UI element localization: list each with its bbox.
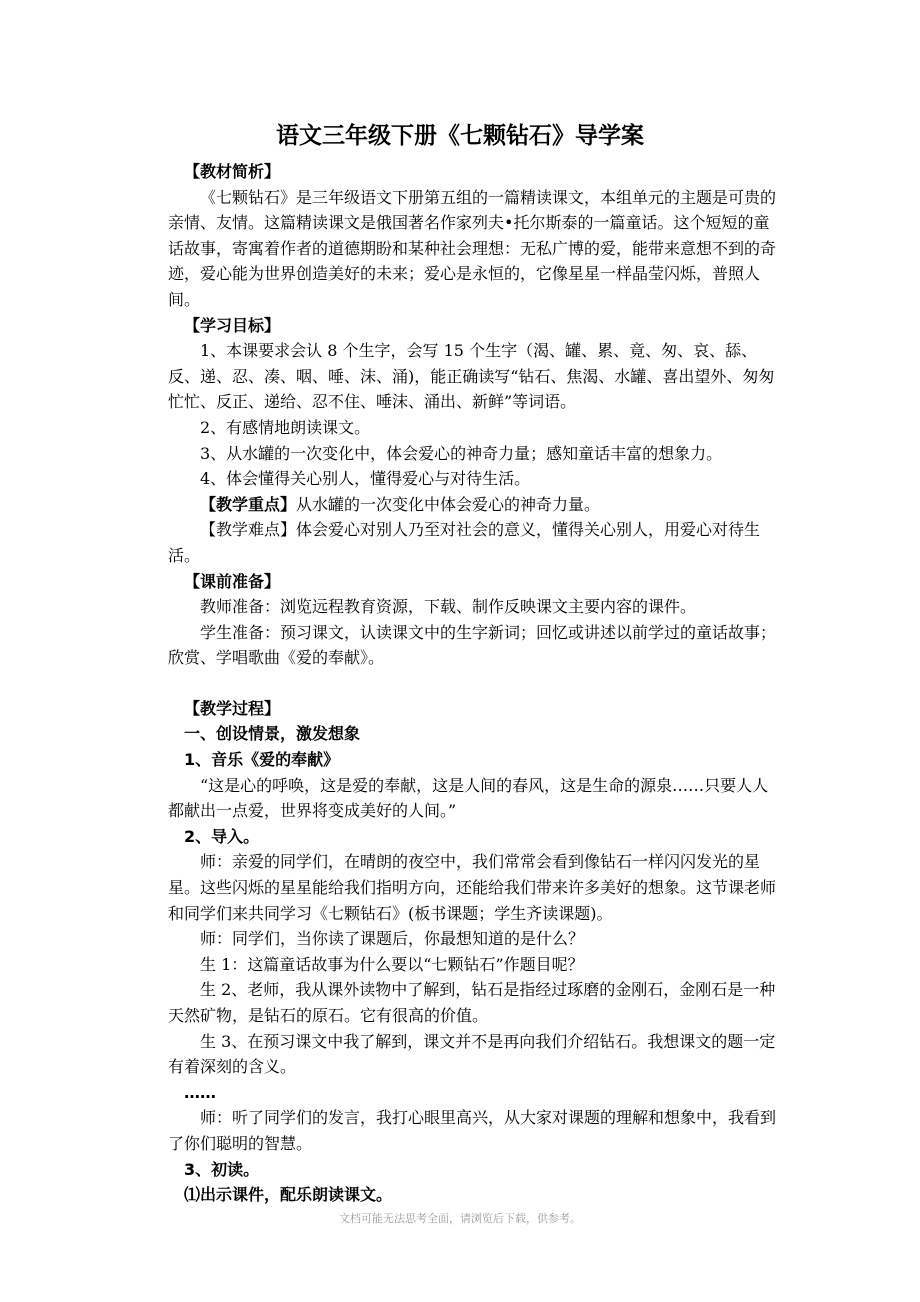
section-heading-objectives: 【学习目标】: [184, 315, 281, 335]
dialogue-paragraph: 生 3、在预习课文中我了解到，课文并不是再向我们介绍钻石。我想课文的题一定有着深刻的含义。: [168, 1031, 776, 1077]
difficulty-paragraph: [168, 517, 780, 568]
dialogue-paragraph: 师：同学们，当你读了课题后，你最想知道的是什么？: [200, 929, 585, 949]
document-title: 语文三年级下册《七颗钻石》导学案: [276, 123, 644, 149]
song-quote: “这是心的呼唤，这是爱的奉献，这是人间的春风，这是生命的源泉……只要人人都献出一点爱，世界将变成美好的人间。”: [168, 775, 769, 821]
ellipsis: ……: [184, 1082, 216, 1102]
document-body: [168, 159, 780, 1208]
dialogue-paragraph: 生 2、老师，我从课外读物中了解到，钻石是指经过琢磨的金刚石，金刚石是一种天然矿物，是钻石的原石。它有很高的价值。: [168, 980, 776, 1025]
dialogue-paragraph: 师：听了同学们的发言，我打心眼里高兴，从大家对课题的理解和想象中，我看到了你们聪明的智慧。: [168, 1108, 777, 1153]
student-preparation: 学生准备：预习课文，认读课文中的生字新词；回忆或讲述以前学过的童话故事；欣赏、学唱歌曲《爱的奉献》。: [168, 622, 777, 668]
difficulty-text: 体会爱心对别人乃至对社会的意义，懂得关心别人，用爱心对待生活。: [168, 520, 761, 565]
spacer: [168, 671, 780, 696]
process-sub-1: 1、音乐《爱的奉献》: [184, 750, 340, 770]
process-sub-2: 2、导入。: [184, 826, 260, 846]
section-heading-analysis: 【教材简析】: [184, 162, 281, 181]
teacher-preparation: 教师准备：浏览远程教育资源，下载、制作反映课文主要内容的课件。: [200, 597, 697, 617]
section-heading-preparation: 【课前准备】: [184, 571, 281, 591]
process-sub-3a: ⑴出示课件，配乐朗读课文。: [184, 1185, 393, 1205]
process-part-1: 一、创设情景，激发想象: [184, 724, 361, 744]
key-point-paragraph: [168, 492, 780, 518]
objective-item: 2、有感情地朗读课文。: [200, 417, 371, 437]
objective-item: 4、体会懂得关心别人，懂得爱心与对待生活。: [200, 469, 531, 489]
page-footer: 文档可能无法思考全面，请浏览后下载，供参考。: [339, 1212, 581, 1225]
section-heading-process: 【教学过程】: [184, 698, 281, 718]
section-heading-key-point: 【教学重点】: [200, 494, 297, 514]
objective-item: 3、从水罐的一次变化中，体会爱心的神奇力量；感知童话丰富的想象力。: [200, 443, 723, 463]
objective-item: 1、本课要求会认 8 个生字，会写 15 个生字（渴、罐、累、竟、匆、哀、舔、反、递、忍、凑、咽、唾、沫、涌)，能正确读写“钻石、焦渴、水罐、喜出望外、匆匆忙忙、反正、递给、忍不住、唾沫、涌出、新鲜”等词语。: [168, 341, 775, 412]
section-heading-difficulty: 【教学难点】: [200, 520, 297, 540]
process-sub-3: 3、初读。: [184, 1159, 260, 1179]
key-point-text: 从水罐的一次变化中体会爱心的神奇力量。: [296, 494, 601, 514]
dialogue-paragraph: 生 1：这篇童话故事为什么要以“七颗钻石”作题目呢？: [200, 954, 584, 974]
dialogue-paragraph: 师：亲爱的同学们，在晴朗的夜空中，我们常常会看到像钻石一样闪闪发光的星星。这些闪烁的星星能给我们指明方向，还能给我们带来许多美好的想象。这节课老师和同学们来共同学习《七颗钻石》(板书课题；学生齐读课题)。: [168, 852, 777, 923]
analysis-paragraph: 《七颗钻石》是三年级语文下册第五组的一篇精读课文，本组单元的主题是可贵的亲情、友情。这篇精读课文是俄国著名作家列夫•托尔斯泰的一篇童话。这个短短的童话故事，寄寓着作者的道德期盼和某种社会理想：无私广博的爱，能带来意想不到的奇迹，爱心能为世界创造美好的未来；爱心是永恒的，它像星星一样晶莹闪烁，普照人间。: [168, 187, 777, 309]
